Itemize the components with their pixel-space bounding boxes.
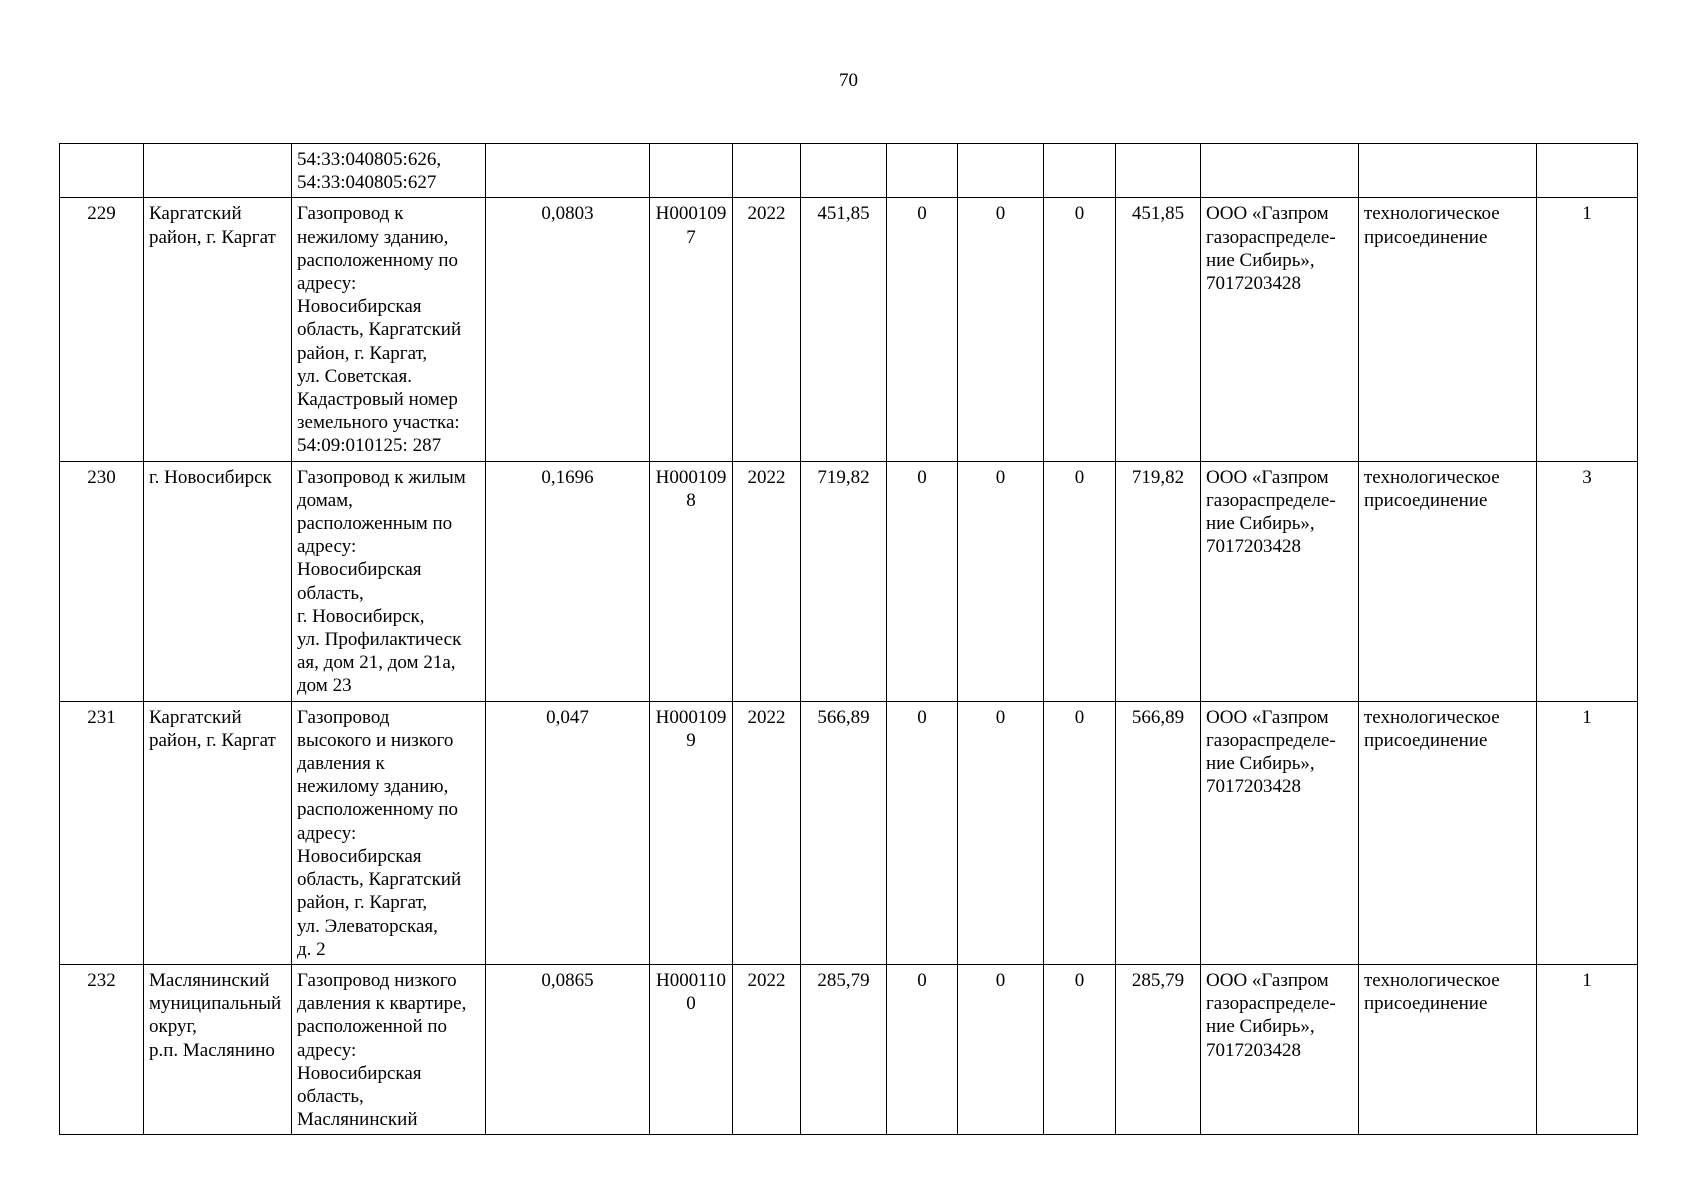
value-2-cell: 0	[958, 198, 1044, 461]
description-cell: 54:33:040805:626, 54:33:040805:627	[292, 144, 486, 198]
location-cell	[144, 144, 292, 198]
description-cell: Газопровод к жилым домам, расположенным по адресу: Новосибирская область, г. Новосибирск, ул. Профилактическ ая, дом 21, дом 21а, дом 23	[292, 461, 486, 701]
value-1-cell	[887, 144, 958, 198]
total-cell: 566,89	[1116, 701, 1201, 964]
table-row	[60, 198, 1638, 461]
length-cell: 0,0865	[486, 964, 650, 1134]
location-cell: Каргатский район, г. Каргат	[144, 701, 292, 964]
inventory-number-cell: Н000109 8	[650, 461, 733, 701]
value-1-cell: 0	[887, 964, 958, 1134]
owner-cell	[1201, 144, 1359, 198]
year-cell: 2022	[733, 964, 801, 1134]
value-3-cell	[1044, 144, 1116, 198]
value-2-cell	[958, 144, 1044, 198]
value-2-cell: 0	[958, 701, 1044, 964]
inventory-number-cell: Н000109 9	[650, 701, 733, 964]
length-cell: 0,1696	[486, 461, 650, 701]
page-number: 70	[839, 70, 858, 91]
location-cell: Маслянинский муниципальный округ, р.п. Маслянино	[144, 964, 292, 1134]
value-1-cell: 0	[887, 198, 958, 461]
inventory-number-cell: Н000109 7	[650, 198, 733, 461]
purpose-cell: технологическое присоединение	[1359, 198, 1537, 461]
inventory-number-cell: Н000110 0	[650, 964, 733, 1134]
year-cell	[733, 144, 801, 198]
purpose-cell: технологическое присоединение	[1359, 964, 1537, 1134]
total-cell: 451,85	[1116, 198, 1201, 461]
row-number-cell: 232	[60, 964, 144, 1134]
purpose-cell: технологическое присоединение	[1359, 461, 1537, 701]
description-cell: Газопровод к нежилому зданию, расположенному по адресу: Новосибирская область, Каргатский район, г. Каргат, ул. Советская. Кадастровый номер земельного участка: 54:09:010125: 287	[292, 198, 486, 461]
length-cell: 0,0803	[486, 198, 650, 461]
row-number-cell	[60, 144, 144, 198]
owner-cell: ООО «Газпром газораспределе- ние Сибирь», 7017203428	[1201, 964, 1359, 1134]
count-cell: 3	[1537, 461, 1638, 701]
length-cell	[486, 144, 650, 198]
value-3-cell: 0	[1044, 461, 1116, 701]
inventory-number-cell	[650, 144, 733, 198]
count-cell: 1	[1537, 198, 1638, 461]
row-number-cell: 231	[60, 701, 144, 964]
value-1-cell: 0	[887, 701, 958, 964]
year-cell: 2022	[733, 701, 801, 964]
count-cell: 1	[1537, 701, 1638, 964]
total-cell	[1116, 144, 1201, 198]
total-cell: 285,79	[1116, 964, 1201, 1134]
length-cell: 0,047	[486, 701, 650, 964]
row-number-cell: 229	[60, 198, 144, 461]
description-cell: Газопровод низкого давления к квартире, расположенной по адресу: Новосибирская область, Маслянинский	[292, 964, 486, 1134]
table-row	[60, 701, 1638, 964]
purpose-cell	[1359, 144, 1537, 198]
year-cell: 2022	[733, 461, 801, 701]
table-row	[60, 144, 1638, 198]
owner-cell: ООО «Газпром газораспределе- ние Сибирь», 7017203428	[1201, 461, 1359, 701]
count-cell	[1537, 144, 1638, 198]
cost-cell: 285,79	[801, 964, 887, 1134]
year-cell: 2022	[733, 198, 801, 461]
gas-pipeline-register-table	[59, 143, 1638, 1135]
value-2-cell: 0	[958, 964, 1044, 1134]
cost-cell: 719,82	[801, 461, 887, 701]
value-1-cell: 0	[887, 461, 958, 701]
table-row	[60, 964, 1638, 1134]
cost-cell	[801, 144, 887, 198]
location-cell: Каргатский район, г. Каргат	[144, 198, 292, 461]
value-3-cell: 0	[1044, 198, 1116, 461]
row-number-cell: 230	[60, 461, 144, 701]
table-row	[60, 461, 1638, 701]
cost-cell: 451,85	[801, 198, 887, 461]
purpose-cell: технологическое присоединение	[1359, 701, 1537, 964]
location-cell: г. Новосибирск	[144, 461, 292, 701]
value-3-cell: 0	[1044, 701, 1116, 964]
value-3-cell: 0	[1044, 964, 1116, 1134]
description-cell: Газопровод высокого и низкого давления к нежилому зданию, расположенному по адресу: Новосибирская область, Каргатский район, г. Каргат, ул. Элеваторская, д. 2	[292, 701, 486, 964]
cost-cell: 566,89	[801, 701, 887, 964]
owner-cell: ООО «Газпром газораспределе- ние Сибирь», 7017203428	[1201, 198, 1359, 461]
value-2-cell: 0	[958, 461, 1044, 701]
count-cell: 1	[1537, 964, 1638, 1134]
owner-cell: ООО «Газпром газораспределе- ние Сибирь», 7017203428	[1201, 701, 1359, 964]
total-cell: 719,82	[1116, 461, 1201, 701]
